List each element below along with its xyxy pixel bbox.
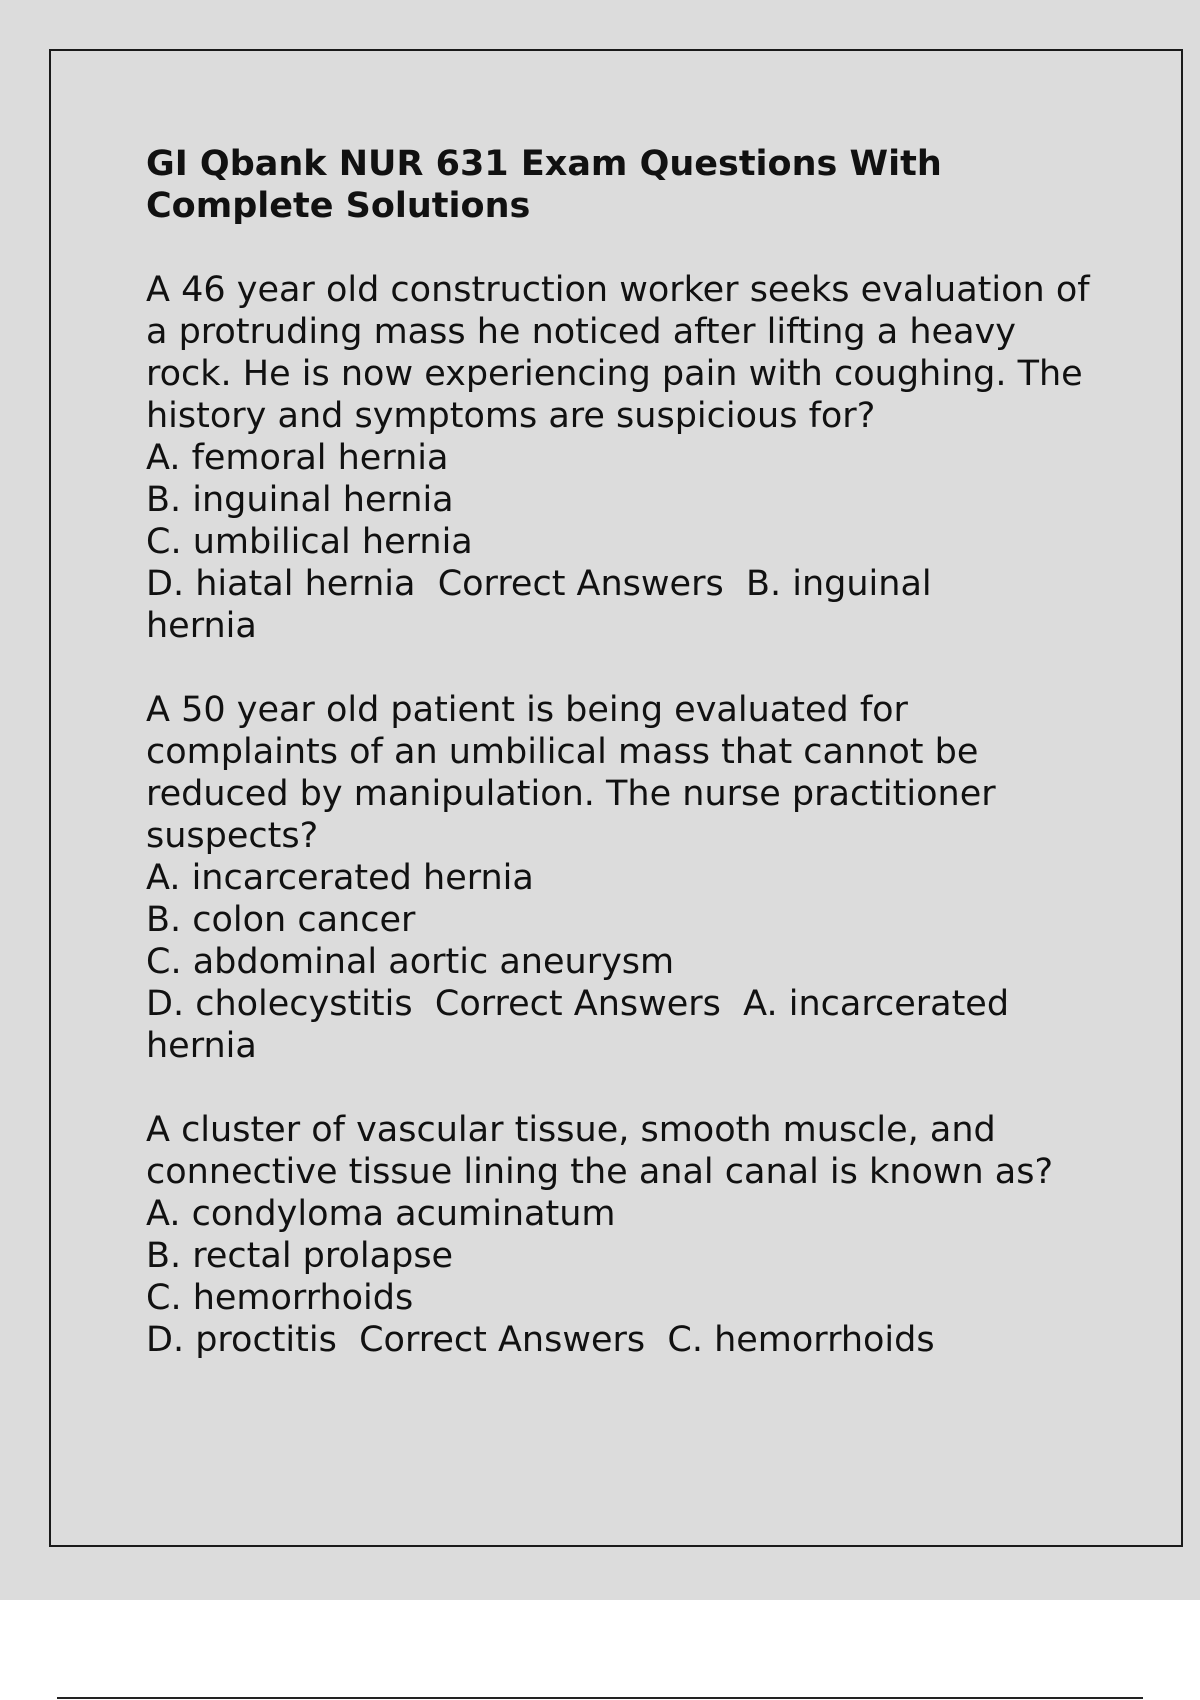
question-stem: A cluster of vascular tissue, smooth muscle, and connective tissue lining the anal canal is known as? bbox=[146, 1110, 1054, 1192]
question-3 bbox=[146, 1109, 1106, 1361]
answer-option: B. rectal prolapse bbox=[146, 1236, 454, 1276]
correct-answer: A. incarcerated hernia bbox=[146, 984, 1021, 1066]
page-divider bbox=[57, 1697, 1143, 1699]
answer-option: A. femoral hernia bbox=[146, 438, 449, 478]
answer-option: C. umbilical hernia bbox=[146, 522, 473, 562]
answer-option: D. hiatal hernia bbox=[146, 564, 416, 604]
answer-option: B. inguinal hernia bbox=[146, 480, 454, 520]
answer-option: C. hemorrhoids bbox=[146, 1278, 414, 1318]
answer-option: B. colon cancer bbox=[146, 900, 416, 940]
answer-option-with-key bbox=[146, 1319, 1106, 1361]
question-stem: A 46 year old construction worker seeks evaluation of a protruding mass he noticed after lifting a heavy rock. He is now experiencing pain with coughing. The history and symptoms are suspicious for? bbox=[146, 270, 1090, 436]
question-1 bbox=[146, 269, 1106, 647]
correct-answers-label: Correct Answers bbox=[434, 984, 721, 1024]
answer-option-with-key bbox=[146, 563, 1046, 647]
correct-answer: C. hemorrhoids bbox=[667, 1320, 935, 1360]
correct-answers-label: Correct Answers bbox=[437, 564, 724, 604]
answer-option-with-key bbox=[146, 983, 1106, 1067]
correct-answer: B. inguinal hernia bbox=[146, 564, 943, 646]
question-stem: A 50 year old patient is being evaluated for complaints of an umbilical mass that cannot be reduced by manipulation. The nurse practitioner suspects? bbox=[146, 690, 996, 856]
answer-option: A. incarcerated hernia bbox=[146, 858, 534, 898]
document-content bbox=[146, 143, 1106, 1361]
answer-option: D. proctitis bbox=[146, 1320, 337, 1360]
correct-answers-label: Correct Answers bbox=[359, 1320, 646, 1360]
document-title: GI Qbank NUR 631 Exam Questions With Complete Solutions bbox=[146, 144, 942, 226]
answer-option: C. abdominal aortic aneurysm bbox=[146, 942, 675, 982]
answer-option: D. cholecystitis bbox=[146, 984, 413, 1024]
question-2 bbox=[146, 689, 1106, 1067]
answer-option: A. condyloma acuminatum bbox=[146, 1194, 616, 1234]
